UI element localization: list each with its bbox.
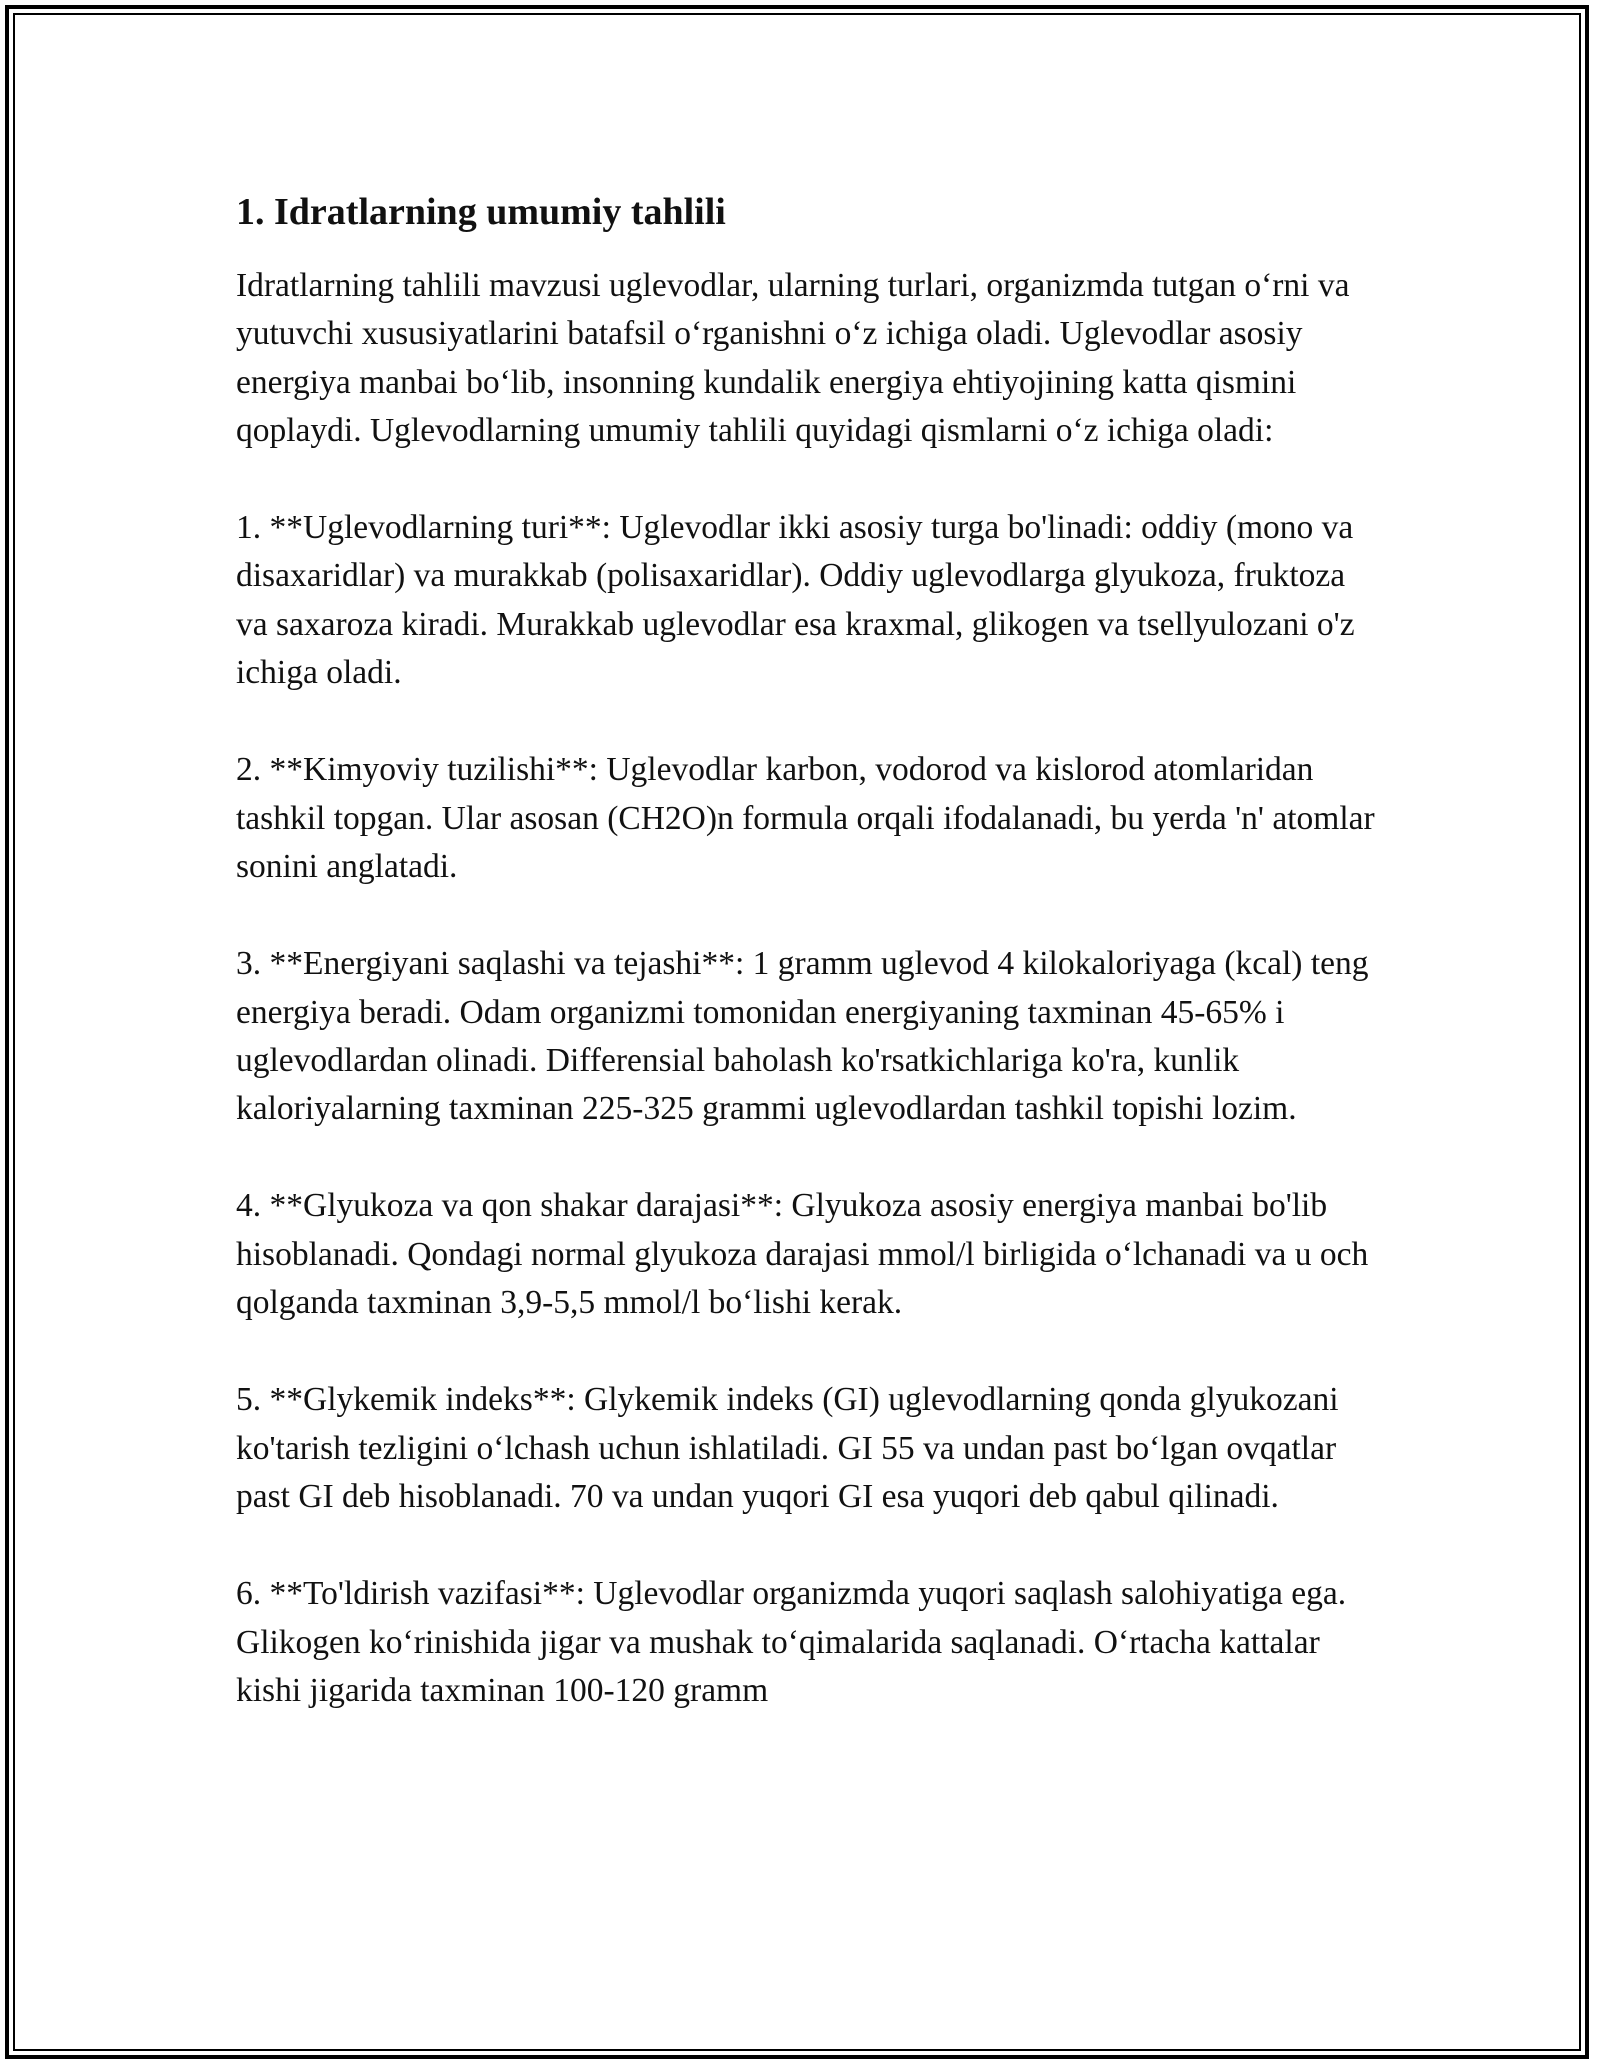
section-heading: 1. Idratlarning umumiy tahlili bbox=[236, 191, 726, 233]
list-item-energy-storage: 3. **Energiyani saqlashi va tejashi**: 1 gramm uglevod 4 kilokaloriyaga (kcal) teng energiya beradi. Odam organizmi tomonidan energiyaning taxminan 45-65% i uglevodlardan olinadi. Differensial baholash ko'rsatkichlariga ko'ra, kunlik kaloriyalarning taxminan 225-325 grammi uglevodlardan tashkil topishi lozim. bbox=[236, 945, 1369, 1128]
list-item-glycemic-index: 5. **Glykemik indeks**: Glykemik indeks (GI) uglevodlarning qonda glyukozani ko'tarish tezligini o‘lchash uchun ishlatiladi. GI 55 va undan past bo‘lgan ovqatlar past GI deb hisoblanadi. 70 va undan yuqori GI esa yuqori deb qabul qilinadi. bbox=[236, 1381, 1339, 1515]
list-item-carbohydrate-types: 1. **Uglevodlarning turi**: Uglevodlar ikki asosiy turga bo'linadi: oddiy (mono va disaxaridlar) va murakkab (polisaxaridlar). Oddiy uglevodlarga glyukoza, fruktoza va saxaroza kiradi. Murakkab uglevodlar esa kraxmal, glikogen va tsellyulozani o'z ichiga oladi. bbox=[236, 509, 1355, 692]
list-item-blood-glucose: 4. **Glyukoza va qon shakar darajasi**: Glyukoza asosiy energiya manbai bo'lib hisoblanadi. Qondagi normal glyukoza darajasi mmol/l birligida o‘lchanadi va u och qolganda taxminan 3,9-5,5 mmol/l bo‘lishi kerak. bbox=[236, 1187, 1369, 1322]
list-item-storage-function: 6. **To'ldirish vazifasi**: Uglevodlar organizmda yuqori saqlash salohiyatiga ega. Glikogen ko‘rinishida jigar va mushak to‘qimalarida saqlanadi. O‘rtacha kattalar kishi jigarida taxminan 100-120 gramm bbox=[236, 1575, 1347, 1709]
intro-paragraph: Idratlarning tahlili mavzusi uglevodlar, ularning turlari, organizmda tutgan o‘rni va yutuvchi xususiyatlarini batafsil o‘rganishni o‘z ichiga oladi. Uglevodlar asosiy energiya manbai bo‘lib, insonning kundalik energiya ehtiyojining katta qismini qoplaydi. Uglevodlarning umumiy tahlili quyidagi qismlarni o‘z ichiga oladi: bbox=[236, 267, 1350, 449]
list-item-chemical-structure: 2. **Kimyoviy tuzilishi**: Uglevodlar karbon, vodorod va kislorod atomlaridan tashkil topgan. Ular asosan (CH2O)n formula orqali ifodalanadi, bu yerda 'n' atomlar sonini anglatadi. bbox=[236, 751, 1375, 885]
document-body bbox=[236, 186, 1376, 1764]
